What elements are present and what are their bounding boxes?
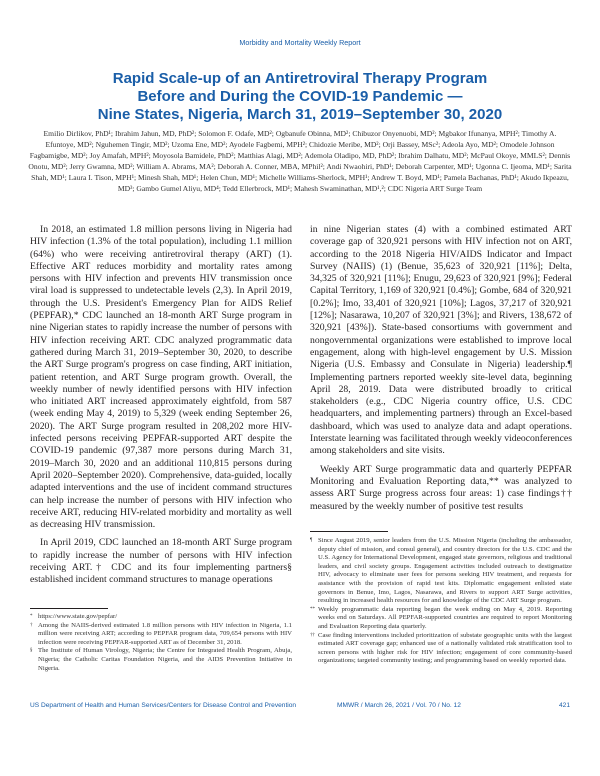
page-number: 421 [558, 702, 570, 709]
footer-issue: MMWR / March 26, 2021 / Vol. 70 / No. 12 [337, 702, 461, 709]
article-title [0, 70, 600, 124]
body-paragraph: In 2018, an estimated 1.8 million persons living in Nigeria had HIV infection (1.3% of the total population), including 1.1 million (64%) who were receiving antiretroviral therapy (ART) (1). Effective ART reduces morbidity and mortality rates among persons with HIV infection and prevents HIV transmission once viral load is suppressed to undetectable levels (2,3). In April 2019, through the U.S. President's Emergency Plan for AIDS Relief (PEPFAR),* CDC launched an 18-month ART Surge program in nine Nigerian states to rapidly increase the number of persons with HIV infection receiving ART. CDC analyzed programmatic data gathered during March 31, 2019–September 30, 2020, to describe the ART Surge program's progress on case finding, ART initiation, patient retention, and ART Surge program growth. Overall, the weekly number of newly identified persons with HIV infection who initiated ART increased approximately eightfold, from 587 (week ending May 4, 2019) to 5,329 (week ending September 26, 2020). The ART Surge program resulted in 208,202 more HIV-infected persons receiving PEPFAR-supported ART despite the COVID-19 pandemic (97,387 more persons during March 31, 2019–March 30, 2020 and an additional 110,815 persons during April 2020–September 2020). Comprehensive, data-guided, locally adapted interventions and the use of incident command structures can help increase the number of persons with HIV infection who receive ART, reducing HIV-related morbidity and mortality as well as decreasing HIV transmission. [30, 224, 292, 531]
body-paragraph: in nine Nigerian states (4) with a combined estimated ART coverage gap of 320,921 persons with HIV infection not on ART, according to the 2018 Nigeria HIV/AIDS Indicator and Impact Survey (NAIIS) (1) (Benue, 35,623 of 320,921 [11%]; Delta, 34,325 of 320,921 [11%]; Enugu, 29,623 of 320,921 [9%]; Federal Capital Territory, 1,169 of 320,921 [0.4%]; Gombe, 684 of 320,921 [0.2%]; Imo, 33,401 of 320,921 [10%]; Lagos, 37,217 of 320,921 [12%]; Nasarawa, 10,207 of 320,921 [3%]; and Rivers, 138,672 of 320,921 [43%]). State-based consortiums with government and nongovernmental organizations were established to improve local engagement, along with high-level engagement by U.S. Mission Nigeria (U.S. Embassy and Consulate in Nigeria) leadership.¶ Implementing partners reported weekly site-level data, beginning April 28, 2019. Data were distributed broadly to critical stakeholders (e.g., CDC Nigeria country office, U.S. CDC headquarters, and implementing partners) through an Excel-based dashboard, which was used to analyze data and adapt operations. Interstate learning was facilitated through weekly videoconferences among stakeholders and site visits. [310, 224, 572, 457]
body-paragraph: Weekly ART Surge programmatic data and quarterly PEPFAR Monitoring and Evaluation Reporting data,** was analyzed to assess ART Surge progress across four areas: 1) case findings†† measured by the weekly number of positive test results [310, 463, 572, 512]
footnote-text: Case finding interventions included prioritization of substate geographic units with the largest estimated ART coverage gap; enhanced use of a nationally validated risk stratification tool to screen persons with higher risk for HIV infection; engagement of core community-based organizations; targeted community testing; and programming based on weekly reported data. [318, 631, 572, 665]
running-head: Morbidity and Mortality Weekly Report [239, 38, 361, 47]
footnotes-left [30, 613, 292, 673]
footnote [30, 613, 292, 622]
body-paragraph: In April 2019, CDC launched an 18-month ART Surge program to rapidly increase the number of persons with HIV infection receiving ART.† CDC and its four implementing partners§ established incident command structures to manage operations [30, 537, 292, 586]
footer-publisher: US Department of Health and Human Services/Centers for Disease Control and Prevention [30, 702, 297, 709]
footnote-mark: † [30, 622, 33, 628]
footnote-mark: ¶ [310, 538, 313, 543]
footnote-link[interactable]: https://www.state.gov/pepfar/ [38, 613, 118, 620]
footnote [310, 632, 572, 666]
footnote-text: Among the NAIIS-derived estimated 1.8 million persons with HIV infection in Nigeria, 1.1 million were receiving ART; according to PEPFAR program data, 709,654 persons with HIV infection were receiving PEPFAR-supported ART as of December 31, 2018. [38, 621, 292, 646]
footnote-mark: ** [310, 606, 315, 612]
body-column-left [30, 224, 292, 587]
footnote-mark: * [30, 614, 33, 619]
footnote [310, 606, 572, 632]
footnote-rule [30, 608, 108, 609]
footnote [30, 647, 292, 673]
footnote [310, 537, 572, 606]
title-line: Rapid Scale-up of an Antiretroviral Therapy Program [112, 70, 488, 87]
footnote-mark: †† [310, 632, 315, 638]
footnote-text: Since August 2019, senior leaders from the U.S. Mission Nigeria (including the ambassador, deputy chief of mission, and consul general), and country directors for the U.S. CDC and the U.S. Agency for International Development, engaged state governors, religious and traditional leaders, and civil society groups. Engagement activities included outreach to destigmatize HIV, advocacy to eliminate user fees for persons seeking HIV treatment, and requests for assistance with the provision of rapid test kits. Diplomatic engagement enlisted state governors in Benue, Imo, Lagos, Nasarawa, and Rivers to support ART Surge activities, resulting in increased health resources for and knowledge of the CDC ART Surge program. [318, 537, 572, 605]
footnote-text: The Institute of Human Virology, Nigeria; the Centre for Integrated Health Program, Abuja, Nigeria; the Catholic Caritas Foundation Nigeria, and the AIDS Prevention Initiative in Nigeria. [38, 647, 292, 672]
body-column-right [310, 224, 572, 513]
author-list: Emilio Dirlikov, PhD¹; Ibrahim Jahun, MD, PhD²; Solomon F. Odafe, MD²; Ogbanufe Obinna, MD²; Chibuzor Onyenuobi, MD²; Mgbakor Ifunanya, MPH²; Timothy A. Efuntoye, MD²; Nguhemen Tingir, MD²; Uzoma Ene, MD²; Ayodele Fagbemi, MPH²; Chidozie Meribe, MD²; Orji Bassey, MSc²; Adeola Ayo, MD²; Omodele Johnson Fagbamigbe, MD²; Joy Amafah, MPH²; Moyosola Bamidele, PhD²; Matthias Alagi, MD²; Ademola Oladipo, MD, PhD²; Ibrahim Dalhatu, MD²; McPaul Okoye, MMLS²; Dennis Onotu, MD²; Jerry Gwamna, MD²; William A. Abrams, MA²; Deborah A. Conner, MBA, MPhil²; Andi Nwaohiri, PhD¹; Deborah Carpenter, MD¹; Ugonna C. Ijeoma, MD¹; Sarita Shah, MD¹; Laura I. Tison, MPH¹; Minesh Shah, MD¹; Helen Chun, MD¹; Michelle Williams-Sherlock, MPH¹; Andrew T. Boyd, MD¹; Pamela Bachanas, PhD¹; Akudo Ikpeazu, MD³; Gambo Gumel Aliyu, MD⁴; Tedd Ellerbrock, MD¹; Mahesh Swaminathan, MD¹,²; CDC Nigeria ART Surge Team [28, 129, 572, 193]
footnote-rule [310, 531, 388, 532]
footnote [30, 622, 292, 648]
footnotes-right [310, 537, 572, 666]
footnote-text: Weekly programmatic data reporting began the week ending on May 4, 2019. Reporting weeks end on Saturdays. All PEPFAR-supported countries are required to report Monitoring and Evaluation Reporting data quarterly. [318, 605, 572, 630]
footnote-mark: § [30, 648, 33, 654]
title-line: Nine States, Nigeria, March 31, 2019–September 30, 2020 [97, 106, 503, 123]
title-line: Before and During the COVID-19 Pandemic — [137, 88, 463, 105]
